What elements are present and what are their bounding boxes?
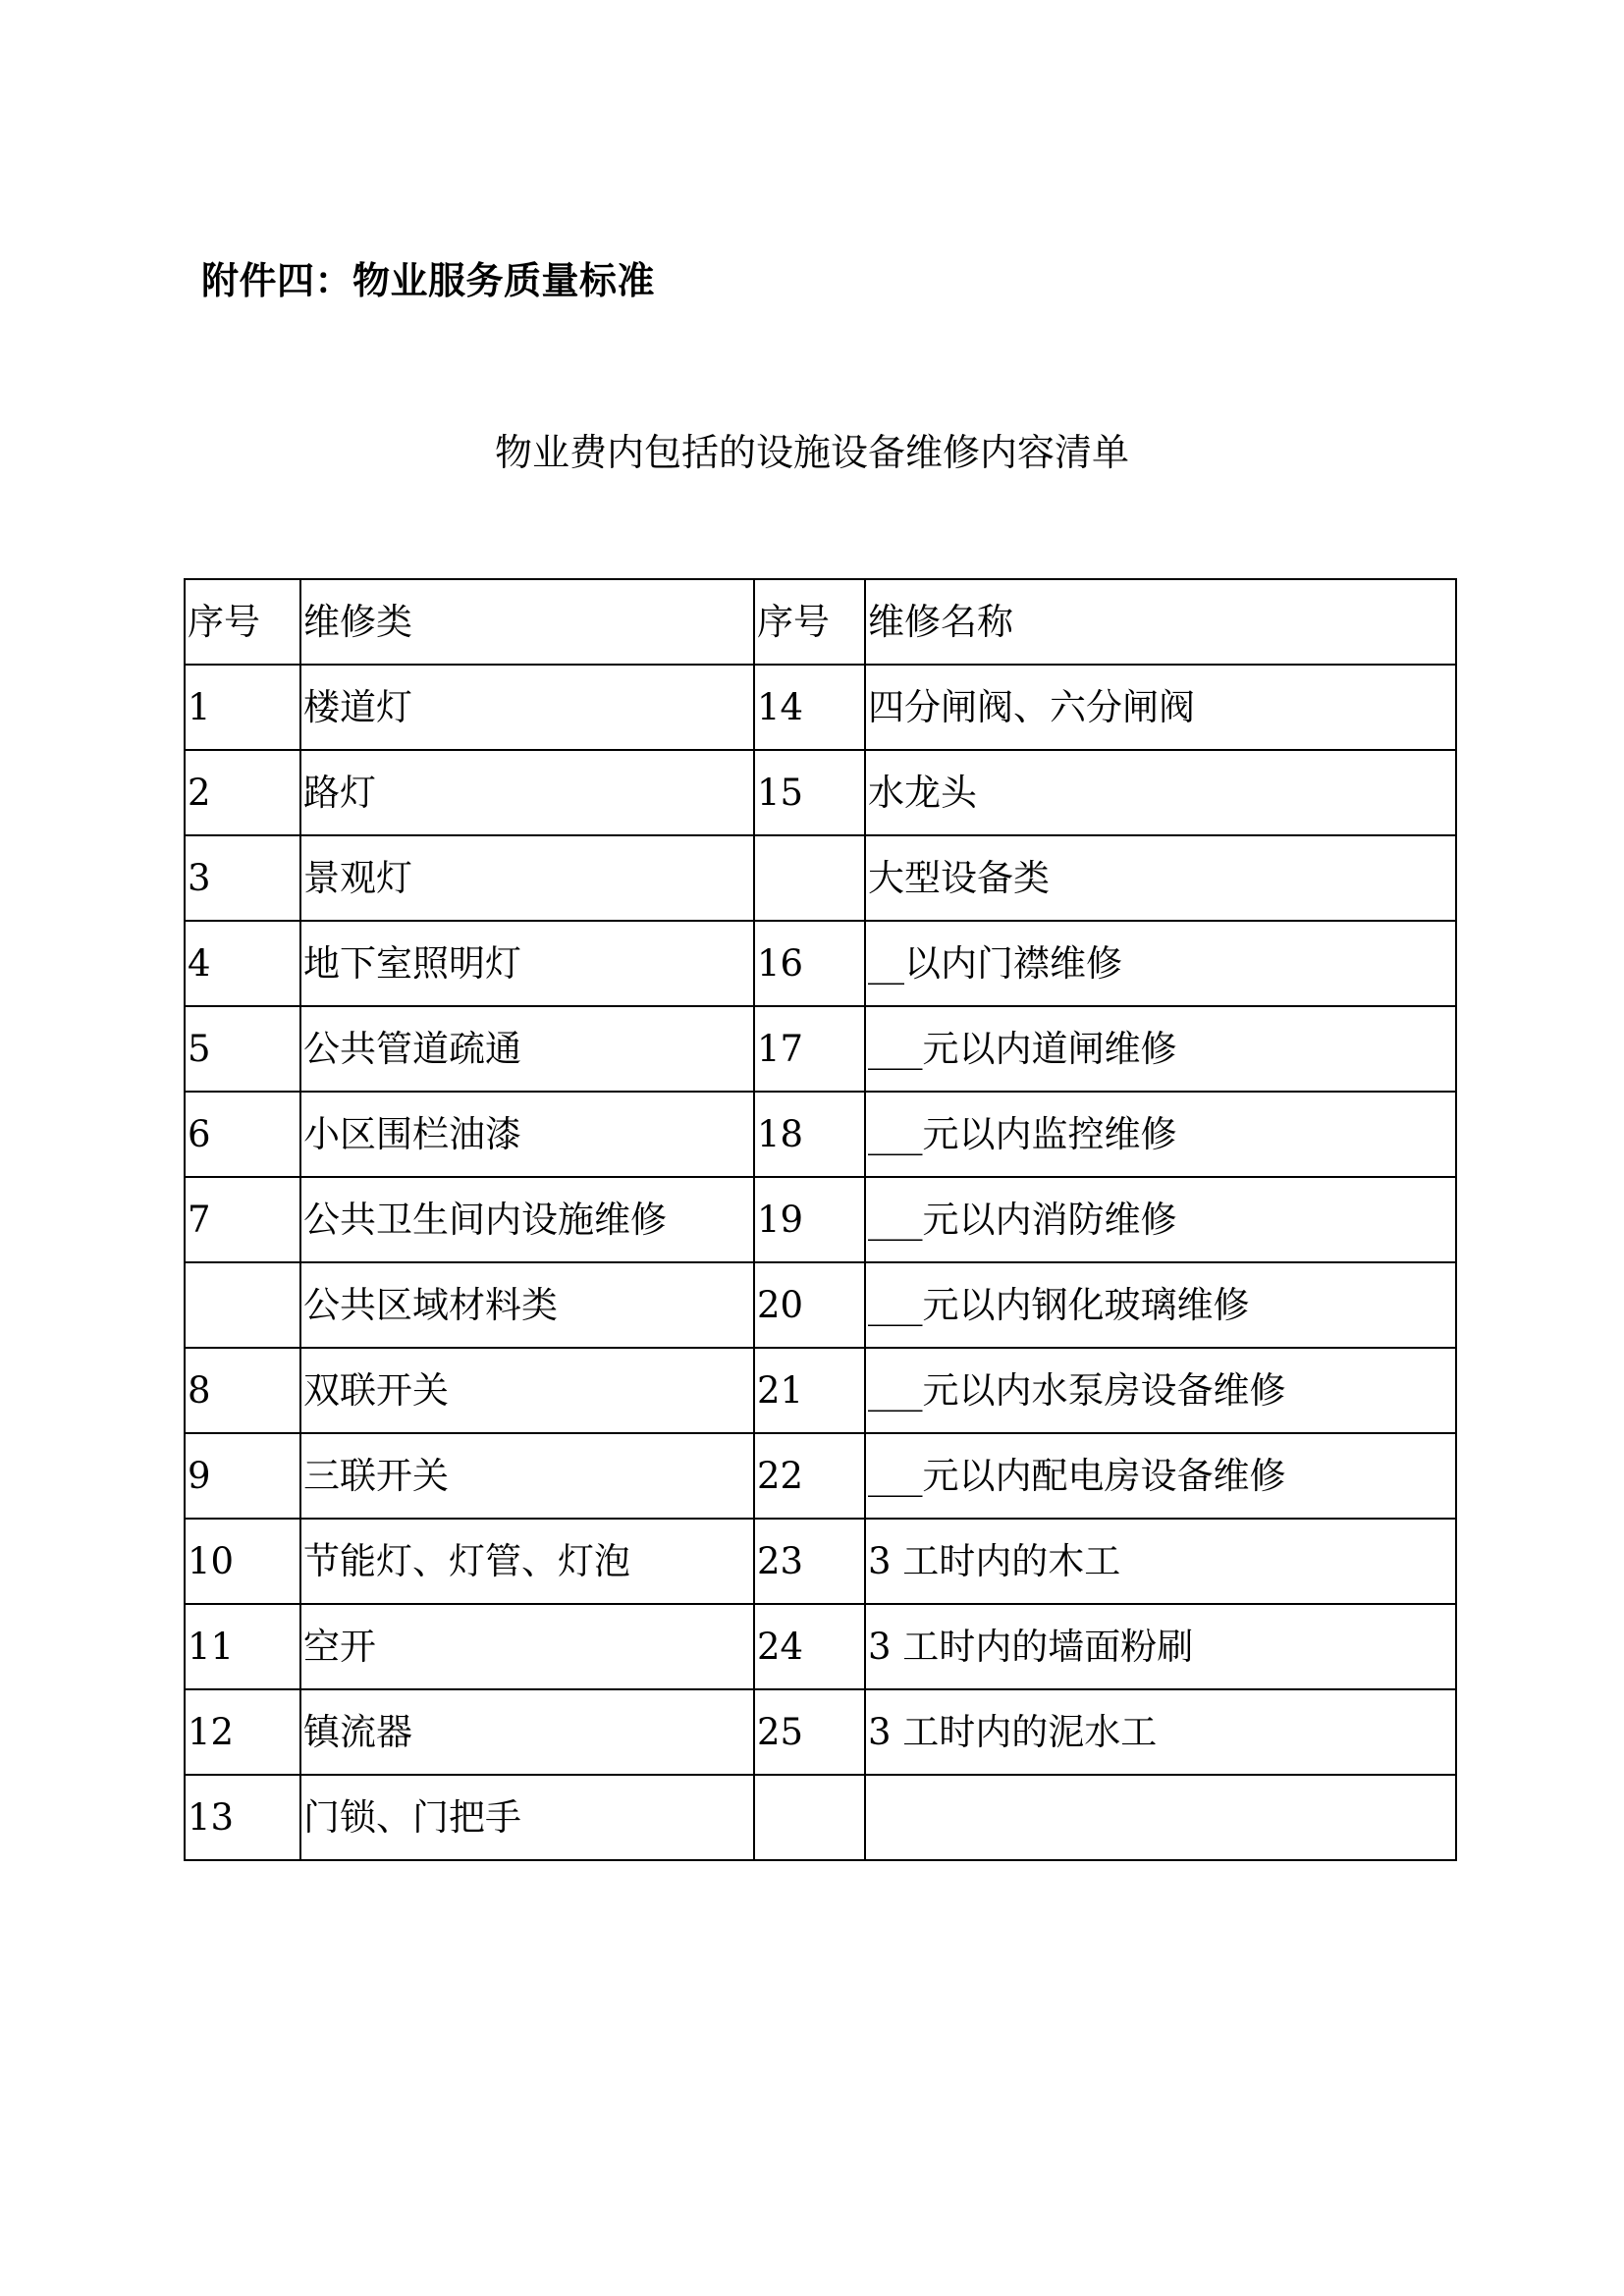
attachment-heading: 附件四：物业服务质量标准 bbox=[201, 259, 656, 302]
repair-name-cell: 水龙头 bbox=[865, 750, 1456, 835]
table-row bbox=[185, 1519, 1456, 1604]
seq-right-cell: 24 bbox=[754, 1604, 865, 1689]
header-repair-name: 维修名称 bbox=[865, 579, 1456, 665]
seq-right-cell bbox=[754, 1775, 865, 1860]
repair-category-cell: 空开 bbox=[300, 1604, 754, 1689]
seq-left-cell: 7 bbox=[185, 1177, 300, 1262]
table-row bbox=[185, 750, 1456, 835]
table-row bbox=[185, 1689, 1456, 1775]
repair-category-cell: 门锁、门把手 bbox=[300, 1775, 754, 1860]
table-row bbox=[185, 1348, 1456, 1433]
repair-category-cell: 公共卫生间内设施维修 bbox=[300, 1177, 754, 1262]
seq-right-cell: 18 bbox=[754, 1092, 865, 1177]
seq-right-cell: 22 bbox=[754, 1433, 865, 1519]
repair-category-cell: 景观灯 bbox=[300, 835, 754, 921]
repair-name-cell: 3 工时内的木工 bbox=[865, 1519, 1456, 1604]
repair-category-cell: 三联开关 bbox=[300, 1433, 754, 1519]
seq-left-cell: 5 bbox=[185, 1006, 300, 1092]
table-row bbox=[185, 1092, 1456, 1177]
repair-name-cell: 3 工时内的墙面粉刷 bbox=[865, 1604, 1456, 1689]
repair-name-cell: __以内门襟维修 bbox=[865, 921, 1456, 1006]
seq-left-cell: 10 bbox=[185, 1519, 300, 1604]
repair-category-cell: 镇流器 bbox=[300, 1689, 754, 1775]
repair-items-table bbox=[184, 578, 1457, 1861]
seq-right-cell: 20 bbox=[754, 1262, 865, 1348]
table-row bbox=[185, 1604, 1456, 1689]
seq-left-cell: 11 bbox=[185, 1604, 300, 1689]
seq-left-cell: 3 bbox=[185, 835, 300, 921]
repair-name-cell: 大型设备类 bbox=[865, 835, 1456, 921]
document-title: 物业费内包括的设施设备维修内容清单 bbox=[494, 431, 1129, 474]
header-repair-category: 维修类 bbox=[300, 579, 754, 665]
seq-left-cell: 1 bbox=[185, 665, 300, 750]
seq-right-cell bbox=[754, 835, 865, 921]
seq-left-cell: 13 bbox=[185, 1775, 300, 1860]
repair-name-cell: ___元以内消防维修 bbox=[865, 1177, 1456, 1262]
repair-name-cell: ___元以内监控维修 bbox=[865, 1092, 1456, 1177]
repair-name-cell: ___元以内钢化玻璃维修 bbox=[865, 1262, 1456, 1348]
header-seq-right: 序号 bbox=[754, 579, 865, 665]
seq-right-cell: 15 bbox=[754, 750, 865, 835]
repair-category-cell: 地下室照明灯 bbox=[300, 921, 754, 1006]
seq-right-cell: 17 bbox=[754, 1006, 865, 1092]
seq-right-cell: 23 bbox=[754, 1519, 865, 1604]
repair-name-cell: ___元以内配电房设备维修 bbox=[865, 1433, 1456, 1519]
seq-left-cell: 12 bbox=[185, 1689, 300, 1775]
repair-name-cell: ___元以内道闸维修 bbox=[865, 1006, 1456, 1092]
seq-right-cell: 25 bbox=[754, 1689, 865, 1775]
repair-name-cell: 3 工时内的泥水工 bbox=[865, 1689, 1456, 1775]
seq-left-cell bbox=[185, 1262, 300, 1348]
table-row bbox=[185, 1177, 1456, 1262]
repair-category-cell: 小区围栏油漆 bbox=[300, 1092, 754, 1177]
table-row bbox=[185, 921, 1456, 1006]
table-header-row bbox=[185, 579, 1456, 665]
seq-left-cell: 8 bbox=[185, 1348, 300, 1433]
seq-right-cell: 16 bbox=[754, 921, 865, 1006]
table-row bbox=[185, 835, 1456, 921]
repair-category-cell: 公共区域材料类 bbox=[300, 1262, 754, 1348]
repair-category-cell: 路灯 bbox=[300, 750, 754, 835]
seq-left-cell: 6 bbox=[185, 1092, 300, 1177]
seq-left-cell: 4 bbox=[185, 921, 300, 1006]
seq-right-cell: 19 bbox=[754, 1177, 865, 1262]
repair-category-cell: 双联开关 bbox=[300, 1348, 754, 1433]
table-row bbox=[185, 665, 1456, 750]
repair-category-cell: 楼道灯 bbox=[300, 665, 754, 750]
repair-name-cell bbox=[865, 1775, 1456, 1860]
table-row bbox=[185, 1433, 1456, 1519]
table-row bbox=[185, 1006, 1456, 1092]
seq-left-cell: 9 bbox=[185, 1433, 300, 1519]
repair-category-cell: 公共管道疏通 bbox=[300, 1006, 754, 1092]
table-row bbox=[185, 1262, 1456, 1348]
seq-left-cell: 2 bbox=[185, 750, 300, 835]
repair-name-cell: ___元以内水泵房设备维修 bbox=[865, 1348, 1456, 1433]
seq-right-cell: 14 bbox=[754, 665, 865, 750]
table-row bbox=[185, 1775, 1456, 1860]
repair-category-cell: 节能灯、灯管、灯泡 bbox=[300, 1519, 754, 1604]
header-seq-left: 序号 bbox=[185, 579, 300, 665]
seq-right-cell: 21 bbox=[754, 1348, 865, 1433]
repair-name-cell: 四分闸阀、六分闸阀 bbox=[865, 665, 1456, 750]
